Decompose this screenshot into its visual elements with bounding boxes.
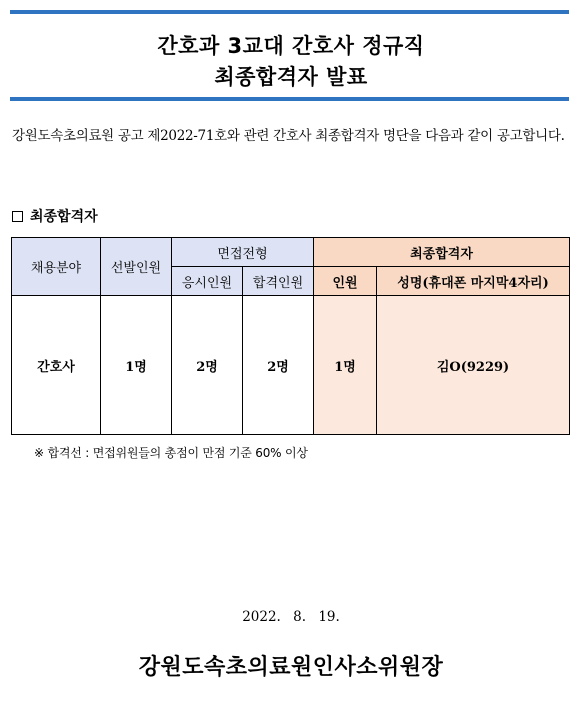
cell-name: 김O(9229) — [377, 296, 570, 435]
header-passed: 합격인원 — [243, 267, 314, 296]
issuing-organization: 강원도속초의료원인사소위원장 — [138, 654, 444, 680]
announcement-intro: 강원도속초의료원 공고 제2022-71호와 관련 간호사 최종합격자 명단을 다음과 같이 공고합니다. — [12, 128, 565, 144]
header-count: 인원 — [314, 267, 377, 296]
header-interview: 면접전형 — [172, 238, 314, 267]
cell-planned: 1명 — [101, 296, 172, 435]
cell-field: 간호사 — [12, 296, 101, 435]
header-final: 최종합격자 — [314, 238, 570, 267]
cell-passed: 2명 — [243, 296, 314, 435]
section-title: 최종합격자 — [30, 209, 98, 225]
top-blue-rule — [10, 10, 569, 14]
bottom-blue-rule — [10, 97, 569, 101]
header-applicants: 응시인원 — [172, 267, 243, 296]
results-table — [11, 237, 570, 435]
table-row — [12, 296, 570, 435]
header-planned: 선발인원 — [101, 238, 172, 296]
header-name: 성명(휴대폰 마지막4자리) — [377, 267, 570, 296]
page-title-line1: 간호과 3교대 간호사 정규직 — [157, 34, 425, 58]
checkbox-square-icon — [12, 211, 23, 222]
cell-count: 1명 — [314, 296, 377, 435]
announcement-date: 2022. 8. 19. — [242, 609, 340, 625]
pass-criteria-note: ※ 합격선 : 면접위원들의 총점이 만점 기준 60% 이상 — [34, 446, 308, 460]
cell-applicants: 2명 — [172, 296, 243, 435]
page-title-line2: 최종합격자 발표 — [214, 65, 368, 89]
header-field: 채용분야 — [12, 238, 101, 296]
section-heading — [12, 206, 98, 226]
